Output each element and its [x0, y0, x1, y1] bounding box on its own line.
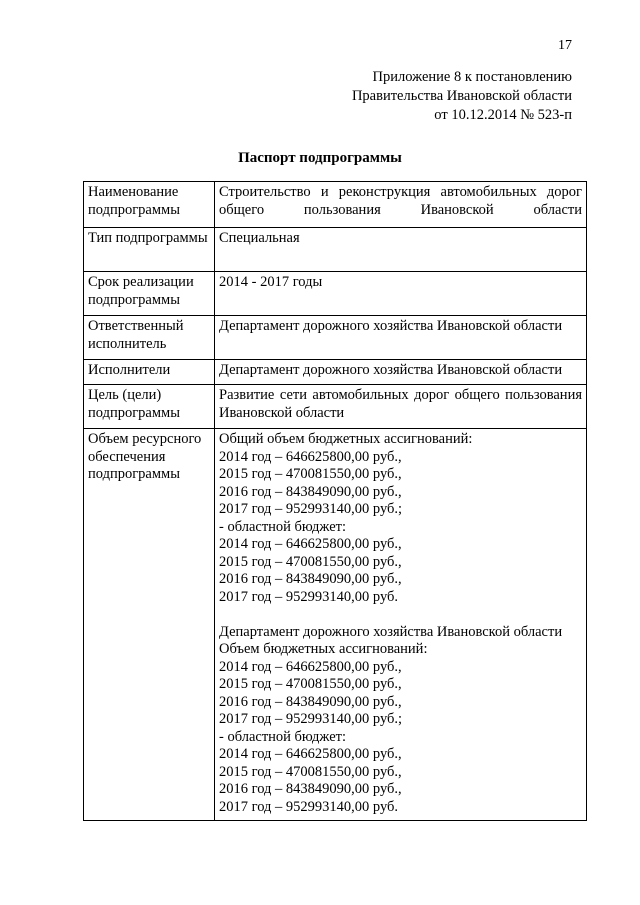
row-label: Ответственный исполнитель — [84, 316, 215, 360]
funding-year-line: 2015 год – 470081550,00 руб., — [219, 763, 402, 780]
table-row — [84, 272, 587, 316]
spacer — [219, 606, 582, 624]
funding-year-line: 2016 год – 843849090,00 руб., — [219, 483, 402, 500]
funding-year-line: 2014 год – 646625800,00 руб., — [219, 658, 402, 675]
funding-year-line: 2015 год – 470081550,00 руб., — [219, 466, 402, 482]
funding-year-line: 2017 год – 952993140,00 руб. — [219, 588, 399, 605]
row-label: Объем ресурсного обеспечения подпрограммы — [84, 429, 215, 821]
funding-year-line: 2016 год – 843849090,00 руб., — [219, 571, 402, 587]
table-row — [84, 360, 587, 385]
row-label: Наименование подпрограммы — [84, 182, 215, 228]
row-label: Тип подпрограммы — [84, 228, 215, 272]
funding-year-line: 2016 год – 843849090,00 руб., — [219, 693, 402, 710]
table-row — [84, 182, 587, 228]
row-label: Цель (цели) подпрограммы — [84, 385, 215, 429]
funding-year-line: 2017 год – 952993140,00 руб.; — [219, 711, 403, 727]
row-value: Специальная — [215, 228, 587, 272]
funding-year-line: 2017 год – 952993140,00 руб. — [219, 798, 399, 815]
row-value: Строительство и реконструкция автомобильных дорог общего пользования Ивановской области — [215, 182, 587, 228]
row-label: Исполнители — [84, 360, 215, 385]
row-label: Срок реализации подпрограммы — [84, 272, 215, 316]
funding-department: Департамент дорожного хозяйства Ивановской области — [219, 623, 563, 640]
table-row — [84, 385, 587, 429]
funding-details — [215, 429, 587, 821]
appendix-line: от 10.12.2014 № 523-п — [434, 107, 572, 123]
table-row — [84, 429, 587, 821]
funding-subheading: - областной бюджет: — [219, 728, 347, 745]
funding-year-line: 2017 год – 952993140,00 руб.; — [219, 501, 403, 517]
funding-year-line: 2015 год – 470081550,00 руб., — [219, 676, 402, 692]
appendix-line: Приложение 8 к постановлению — [372, 69, 572, 85]
funding-year-line: 2014 год – 646625800,00 руб., — [219, 448, 402, 465]
funding-heading: Объем бюджетных ассигнований: — [219, 641, 428, 657]
funding-year-line: 2014 год – 646625800,00 руб., — [219, 536, 402, 552]
passport-table — [83, 181, 587, 821]
row-value: 2014 - 2017 годы — [215, 272, 587, 316]
funding-heading: Общий объем бюджетных ассигнований: — [219, 431, 473, 447]
table-row — [84, 316, 587, 360]
funding-year-line: 2015 год – 470081550,00 руб., — [219, 553, 402, 570]
funding-subheading: - областной бюджет: — [219, 518, 347, 535]
appendix-reference — [352, 68, 572, 125]
appendix-line: Правительства Ивановской области — [351, 88, 572, 104]
page-number: 17 — [558, 38, 572, 53]
funding-year-line: 2016 год – 843849090,00 руб., — [219, 781, 402, 797]
row-value: Развитие сети автомобильных дорог общего пользования Ивановской области — [215, 385, 587, 429]
funding-year-line: 2014 год – 646625800,00 руб., — [219, 746, 402, 762]
table-row — [84, 228, 587, 272]
document-title: Паспорт подпрограммы — [238, 150, 402, 166]
row-value: Департамент дорожного хозяйства Ивановской области — [215, 360, 587, 385]
row-value: Департамент дорожного хозяйства Ивановской области — [215, 316, 587, 360]
